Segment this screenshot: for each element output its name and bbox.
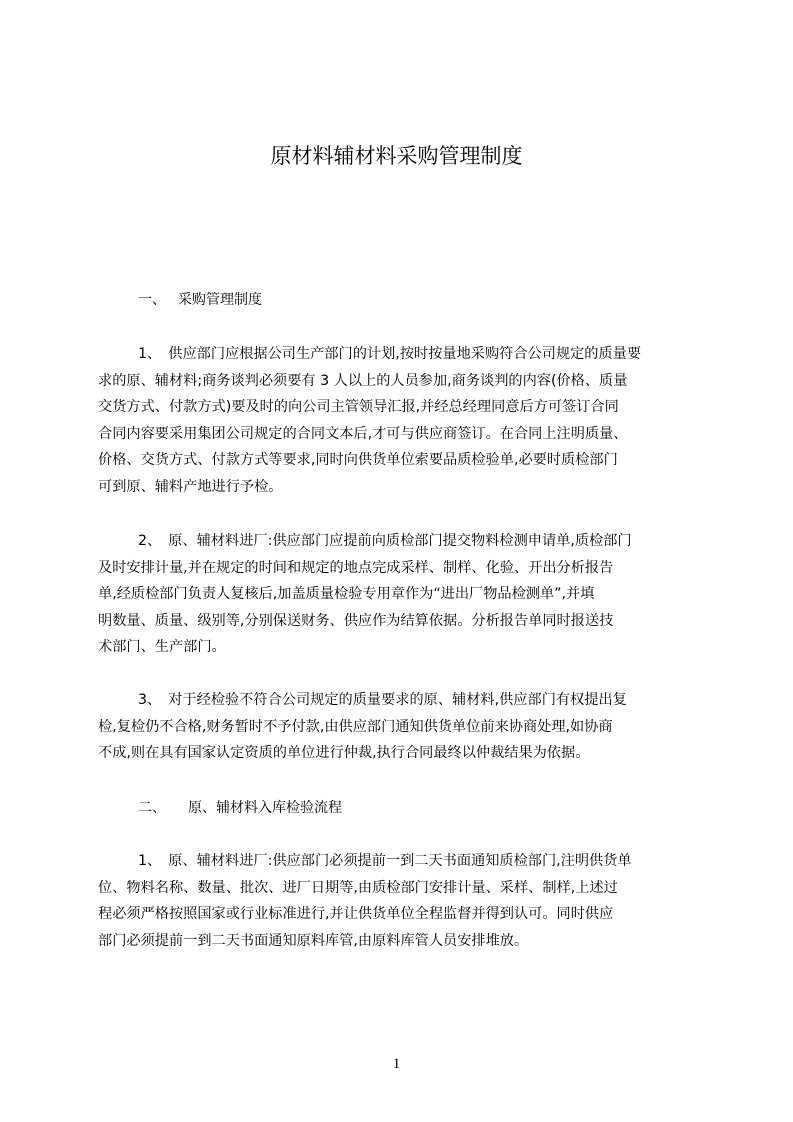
paragraph-line: 单,经质检部门负责人复核后,加盖质量检验专用章作为“进出厂物品检测单”,并填 bbox=[98, 586, 595, 602]
paragraph-line: 交货方式、付款方式)要及时的向公司主管领导汇报,并经总经理同意后方可签订合同 bbox=[98, 399, 619, 415]
paragraph-1-3 bbox=[98, 687, 701, 767]
paragraph-line: 求的原、辅材料;商务谈判必须要有 3 人以上的人员参加,商务谈判的内容(价格、质量 bbox=[98, 372, 628, 389]
paragraph-line: 不成,则在具有国家认定资质的单位进行仲裁,执行合同最终以仲裁结果为依据。 bbox=[98, 745, 590, 761]
paragraph-line: 检,复检仍不合格,财务暂时不予付款,由供应部门通知供货单位前来协商处理,如协商 bbox=[98, 718, 613, 735]
section-number: 二、 bbox=[138, 800, 166, 816]
paragraph-1-2 bbox=[98, 528, 701, 661]
paragraph-line: 及时安排计量,并在规定的时间和规定的地点完成采样、制样、化验、开出分析报告 bbox=[98, 559, 614, 576]
paragraph-line: 程必须严格按照国家或行业标准进行,并让供货单位全程监督并得到认可。同时供应 bbox=[98, 906, 614, 922]
section-title: 采购管理制度 bbox=[178, 292, 262, 308]
page-number: 1 bbox=[392, 1056, 401, 1072]
section-number: 一、 bbox=[138, 292, 166, 308]
paragraph-1-1 bbox=[98, 341, 701, 500]
paragraph-line: 合同内容要采用集团公司规定的合同文本后,才可与供应商签订。在合同上注明质量、 bbox=[98, 425, 628, 442]
paragraph-line: 位、物料名称、数量、批次、进厂日期等,由质检部门安排计量、采样、制样,上述过 bbox=[98, 879, 618, 896]
paragraph-line: 2、 原、辅材料进厂:供应部门应提前向质检部门提交物料检测申请单,质检部门 bbox=[138, 533, 632, 549]
paragraph-2-1 bbox=[98, 848, 701, 954]
document-title: 原材料辅材料采购管理制度 bbox=[270, 144, 523, 168]
paragraph-line: 价格、交货方式、付款方式等要求,同时向供货单位索要品质检验单,必要时质检部门 bbox=[98, 452, 618, 468]
section-title: 原、辅材料入库检验流程 bbox=[188, 800, 342, 816]
section-heading-1 bbox=[138, 289, 262, 311]
paragraph-line: 3、 对于经检验不符合公司规定的质量要求的原、辅材料,供应部门有权提出复 bbox=[138, 692, 627, 708]
section-heading-2 bbox=[138, 797, 342, 819]
paragraph-line: 1、 原、辅材料进厂:供应部门必须提前一到二天书面通知质检部门,注明供货单 bbox=[138, 853, 632, 869]
paragraph-line: 明数量、质量、级别等,分别保送财务、供应作为结算依据。分析报告单同时报送技 bbox=[98, 612, 614, 629]
paragraph-line: 术部门、生产部门。 bbox=[98, 639, 226, 655]
paragraph-line: 部门必须提前一到二天书面通知原料库管,由原料库管人员安排堆放。 bbox=[98, 932, 529, 949]
paragraph-line: 1、 供应部门应根据公司生产部门的计划,按时按量地采购符合公司规定的质量要 bbox=[138, 346, 642, 362]
paragraph-line: 可到原、辅料产地进行予检。 bbox=[98, 478, 283, 495]
